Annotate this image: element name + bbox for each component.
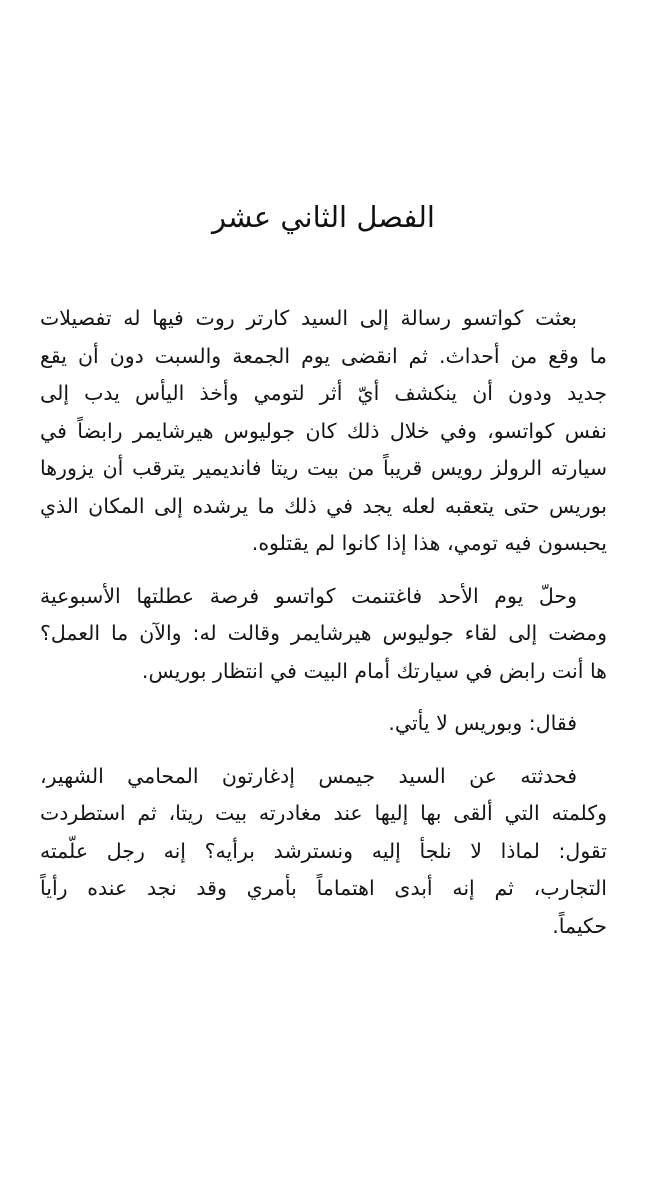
body-text — [40, 300, 607, 945]
paragraph-2 — [40, 578, 607, 691]
text-line: بوريس حتى يتعقبه لعله يجد في ذلك ما يرشده إلى المكان الذي — [40, 493, 607, 518]
text-line: ها أنت رابض في سيارتك أمام البيت في انتظار بوريس. — [141, 658, 607, 683]
text-line: ومضت إلى لقاء جوليوس هيرشايمر وقالت له: والآن ما العمل؟ — [40, 621, 607, 645]
book-page — [0, 200, 651, 1200]
text-line: تقول: لماذا لا نلجأ إليه ونسترشد برأيه؟ إنه رجل علّمته — [40, 838, 607, 863]
text-line: سيارته الرولز رويس قريباً من بيت ريتا فانديمير يترقب أن يزورها — [40, 456, 607, 480]
text-line: يحبسون فيه تومي، هذا إذا كانوا لم يقتلوه. — [251, 531, 607, 555]
text-line: حكيماً. — [552, 913, 607, 938]
paragraph-4 — [40, 758, 607, 946]
text-line: جديد ودون أن ينكشف أيّ أثر لتومي وأخذ اليأس يدب إلى — [40, 381, 607, 405]
text-line: وكلمته التي ألقى بها إليها عند مغادرته بيت ريتا، ثم استطردت — [40, 801, 607, 825]
paragraph-1 — [40, 300, 607, 563]
paragraph-3 — [40, 705, 607, 743]
text-line: فحدثته عن السيد جيمس إدغارتون المحامي الشهير، — [40, 763, 577, 788]
text-line: فقال: وبوريس لا يأتي. — [388, 711, 577, 735]
text-line: وحلّ يوم الأحد فاغتنمت كواتسو فرصة عطلتها الأسبوعية — [40, 583, 577, 608]
chapter-title: الفصل الثاني عشر — [211, 200, 435, 234]
text-line: التجارب، ثم إنه أبدى اهتماماً بأمري وقد نجد عنده رأياً — [40, 876, 607, 900]
text-line: ما وقع من أحداث. ثم انقضى يوم الجمعة والسبت دون أن يقع — [40, 343, 607, 368]
text-line: بعثت كواتسو رسالة إلى السيد كارتر روت فيها له تفصيلات — [40, 306, 577, 330]
text-line: نفس كواتسو، وفي خلال ذلك كان جوليوس هيرشايمر رابضاً في — [40, 418, 607, 443]
